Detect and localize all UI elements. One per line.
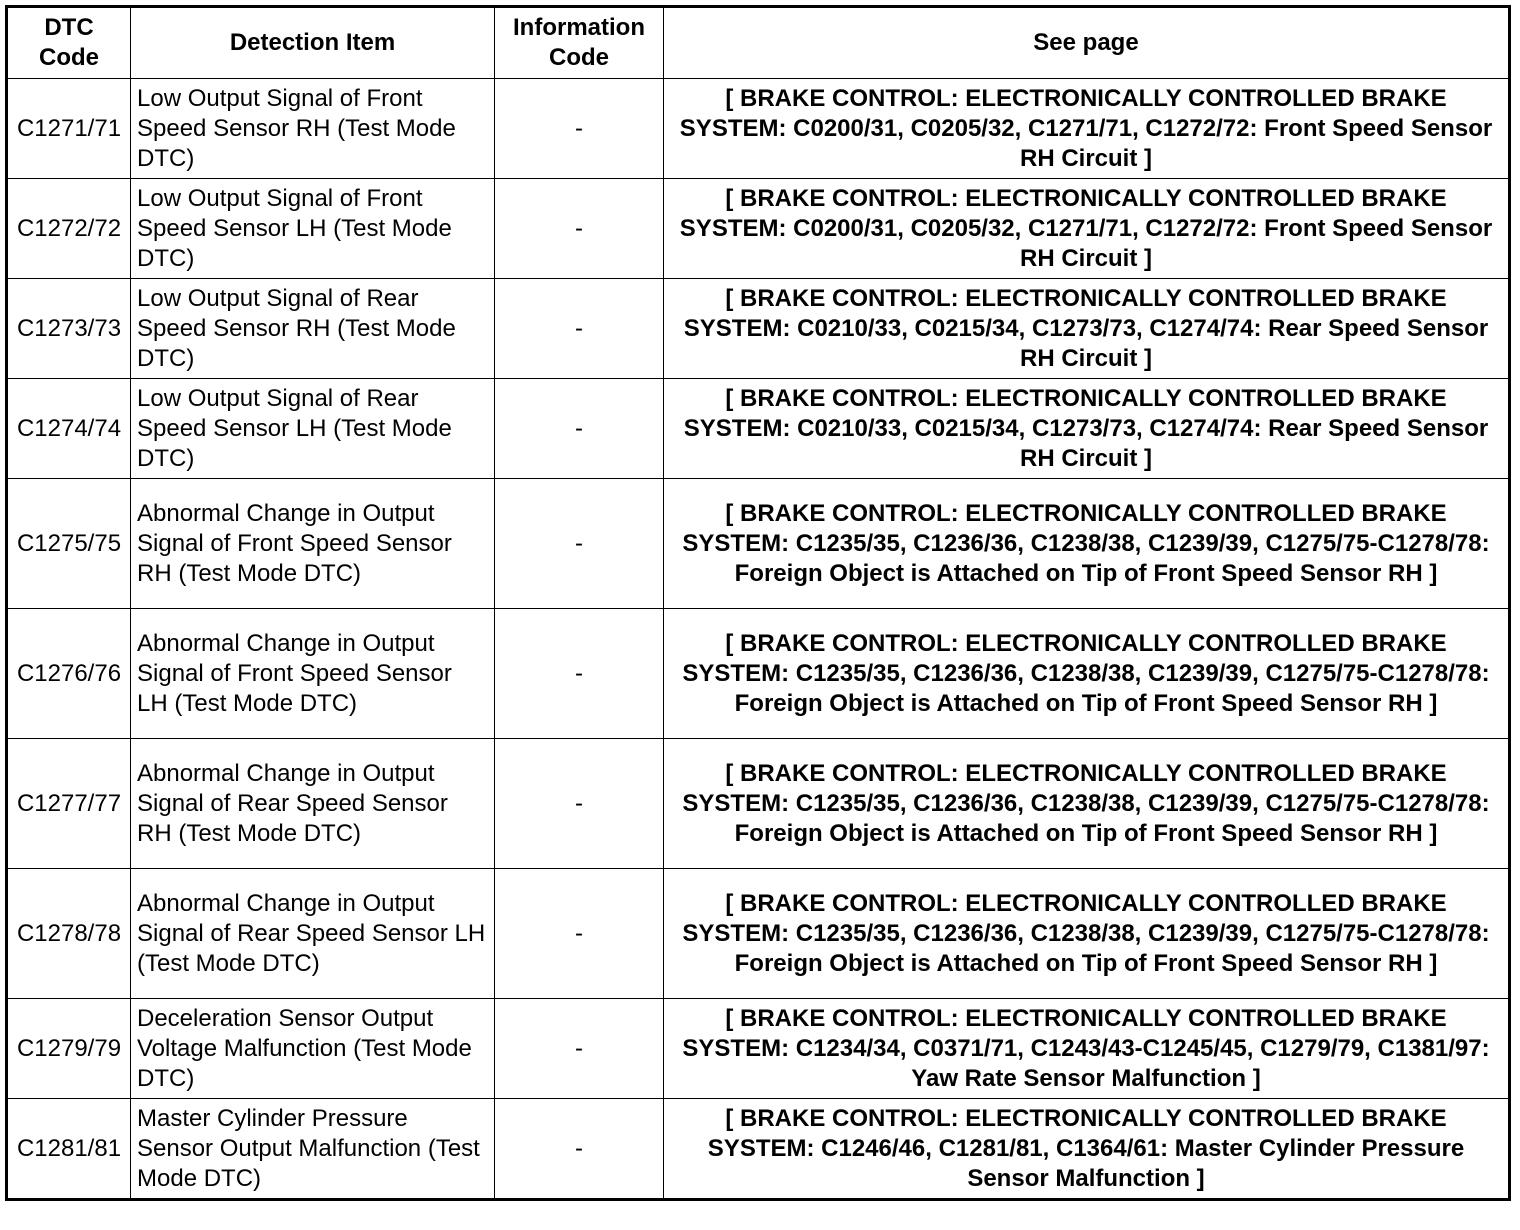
table-row xyxy=(7,479,1510,609)
see-page-link[interactable]: [ BRAKE CONTROL: ELECTRONICALLY CONTROLLED BRAKE SYSTEM: C1234/34, C0371/71, C1243/43-C1245/45, C1279/79, C1381/97: Yaw Rate Sensor Malfunction ] xyxy=(664,999,1510,1099)
detection-item-cell: Low Output Signal of Front Speed Sensor RH (Test Mode DTC) xyxy=(131,79,495,179)
information-code-cell: - xyxy=(495,999,664,1099)
detection-item-cell: Low Output Signal of Rear Speed Sensor RH (Test Mode DTC) xyxy=(131,279,495,379)
detection-item-cell: Abnormal Change in Output Signal of Front Speed Sensor RH (Test Mode DTC) xyxy=(131,479,495,609)
detection-item-cell: Low Output Signal of Front Speed Sensor LH (Test Mode DTC) xyxy=(131,179,495,279)
detection-item-cell: Master Cylinder Pressure Sensor Output Malfunction (Test Mode DTC) xyxy=(131,1099,495,1200)
dtc-code-cell: C1278/78 xyxy=(7,869,131,999)
dtc-code-cell: C1273/73 xyxy=(7,279,131,379)
header-dtc-code: DTC Code xyxy=(7,7,131,79)
see-page-link[interactable]: [ BRAKE CONTROL: ELECTRONICALLY CONTROLLED BRAKE SYSTEM: C1246/46, C1281/81, C1364/61: Master Cylinder Pressure Sensor Malfunction ] xyxy=(664,1099,1510,1200)
information-code-cell: - xyxy=(495,1099,664,1200)
dtc-code-cell: C1281/81 xyxy=(7,1099,131,1200)
see-page-link[interactable]: [ BRAKE CONTROL: ELECTRONICALLY CONTROLLED BRAKE SYSTEM: C1235/35, C1236/36, C1238/38, C1239/39, C1275/75-C1278/78: Foreign Object is Attached on Tip of Front Speed Sensor RH ] xyxy=(664,869,1510,999)
dtc-table xyxy=(5,5,1511,1201)
table-row xyxy=(7,869,1510,999)
see-page-link[interactable]: [ BRAKE CONTROL: ELECTRONICALLY CONTROLLED BRAKE SYSTEM: C0210/33, C0215/34, C1273/73, C1274/74: Rear Speed Sensor RH Circuit ] xyxy=(664,279,1510,379)
table-row xyxy=(7,739,1510,869)
table-row xyxy=(7,79,1510,179)
information-code-cell: - xyxy=(495,479,664,609)
table-row xyxy=(7,379,1510,479)
detection-item-cell: Abnormal Change in Output Signal of Front Speed Sensor LH (Test Mode DTC) xyxy=(131,609,495,739)
information-code-cell: - xyxy=(495,279,664,379)
information-code-cell: - xyxy=(495,739,664,869)
header-detection-item: Detection Item xyxy=(131,7,495,79)
information-code-cell: - xyxy=(495,179,664,279)
detection-item-cell: Abnormal Change in Output Signal of Rear Speed Sensor LH (Test Mode DTC) xyxy=(131,869,495,999)
dtc-code-cell: C1271/71 xyxy=(7,79,131,179)
header-see-page: See page xyxy=(664,7,1510,79)
table-row xyxy=(7,999,1510,1099)
dtc-code-cell: C1272/72 xyxy=(7,179,131,279)
table-row xyxy=(7,179,1510,279)
table-row xyxy=(7,1099,1510,1200)
see-page-link[interactable]: [ BRAKE CONTROL: ELECTRONICALLY CONTROLLED BRAKE SYSTEM: C1235/35, C1236/36, C1238/38, C1239/39, C1275/75-C1278/78: Foreign Object is Attached on Tip of Front Speed Sensor RH ] xyxy=(664,609,1510,739)
detection-item-cell: Deceleration Sensor Output Voltage Malfunction (Test Mode DTC) xyxy=(131,999,495,1099)
table-row xyxy=(7,609,1510,739)
dtc-code-cell: C1279/79 xyxy=(7,999,131,1099)
header-row xyxy=(7,7,1510,79)
dtc-code-cell: C1277/77 xyxy=(7,739,131,869)
table-row xyxy=(7,279,1510,379)
see-page-link[interactable]: [ BRAKE CONTROL: ELECTRONICALLY CONTROLLED BRAKE SYSTEM: C1235/35, C1236/36, C1238/38, C1239/39, C1275/75-C1278/78: Foreign Object is Attached on Tip of Front Speed Sensor RH ] xyxy=(664,479,1510,609)
see-page-link[interactable]: [ BRAKE CONTROL: ELECTRONICALLY CONTROLLED BRAKE SYSTEM: C0200/31, C0205/32, C1271/71, C1272/72: Front Speed Sensor RH Circuit ] xyxy=(664,79,1510,179)
detection-item-cell: Low Output Signal of Rear Speed Sensor LH (Test Mode DTC) xyxy=(131,379,495,479)
information-code-cell: - xyxy=(495,609,664,739)
information-code-cell: - xyxy=(495,79,664,179)
see-page-link[interactable]: [ BRAKE CONTROL: ELECTRONICALLY CONTROLLED BRAKE SYSTEM: C0210/33, C0215/34, C1273/73, C1274/74: Rear Speed Sensor RH Circuit ] xyxy=(664,379,1510,479)
see-page-link[interactable]: [ BRAKE CONTROL: ELECTRONICALLY CONTROLLED BRAKE SYSTEM: C0200/31, C0205/32, C1271/71, C1272/72: Front Speed Sensor RH Circuit ] xyxy=(664,179,1510,279)
detection-item-cell: Abnormal Change in Output Signal of Rear Speed Sensor RH (Test Mode DTC) xyxy=(131,739,495,869)
dtc-code-cell: C1276/76 xyxy=(7,609,131,739)
see-page-link[interactable]: [ BRAKE CONTROL: ELECTRONICALLY CONTROLLED BRAKE SYSTEM: C1235/35, C1236/36, C1238/38, C1239/39, C1275/75-C1278/78: Foreign Object is Attached on Tip of Front Speed Sensor RH ] xyxy=(664,739,1510,869)
dtc-code-cell: C1274/74 xyxy=(7,379,131,479)
information-code-cell: - xyxy=(495,869,664,999)
header-information-code: Information Code xyxy=(495,7,664,79)
dtc-code-cell: C1275/75 xyxy=(7,479,131,609)
information-code-cell: - xyxy=(495,379,664,479)
